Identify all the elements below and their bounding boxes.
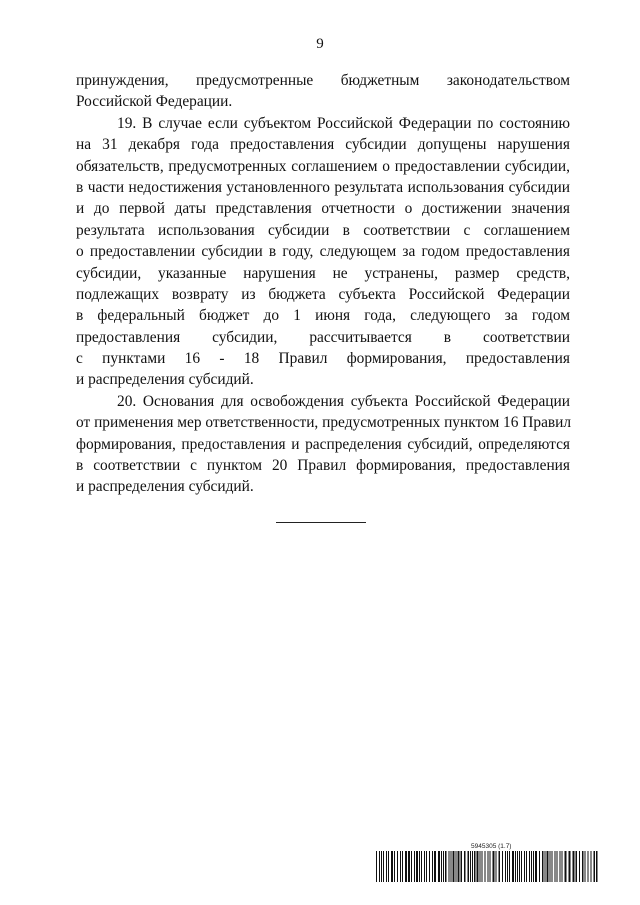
text-line: принуждения, предусмотренные бюджетным законодательством [76, 72, 570, 89]
text-line: и до первой даты представления отчетности о достижении значения [76, 200, 570, 218]
text-line: на 31 декабря года предоставления субсидии допущены нарушения [76, 136, 570, 154]
text-line: результата использования субсидии в соответствии с соглашением [76, 221, 570, 239]
barcode-caption: 5945305 (1.7) [471, 843, 512, 850]
end-separator-line [276, 522, 366, 523]
text-line: предоставления субсидии, рассчитывается в соответствии [76, 328, 570, 346]
text-line: 19. В случае если субъектом Российской Федерации по состоянию [117, 114, 570, 132]
text-line: 20. Основания для освобождения субъекта Российской Федерации [117, 392, 570, 410]
text-line: Российской Федерации. [76, 93, 233, 111]
text-line: обязательств, предусмотренных соглашением о предоставлении субсидии, [76, 157, 570, 175]
paragraph-continued [76, 70, 570, 113]
text-line: и распределения субсидий. [76, 478, 254, 496]
text-line: от применения мер ответственности, предусмотренных пунктом 16 Правил [76, 414, 572, 432]
paragraph-20 [76, 391, 570, 498]
text-line: и распределения субсидий. [76, 371, 254, 389]
text-line: в части недостижения установленного результата использования субсидии [76, 178, 570, 196]
barcode-block [376, 843, 598, 883]
text-line: субсидии, указанные нарушения не устранены, размер средств, [76, 264, 570, 282]
text-line: формирования, предоставления и распределения субсидий, определяются [76, 435, 570, 453]
page-number: 9 [316, 36, 324, 52]
document-body [76, 70, 570, 498]
paragraph-19 [76, 113, 570, 391]
text-line: в соответствии с пунктом 20 Правил формирования, предоставления [76, 457, 570, 475]
barcode-icon [376, 851, 598, 882]
text-line: с пунктами 16 - 18 Правил формирования, предоставления [76, 350, 570, 368]
text-line: о предоставлении субсидии в году, следующем за годом предоставления [76, 243, 570, 261]
text-line: в федеральный бюджет до 1 июня года, следующего за годом [76, 307, 570, 325]
text-line: подлежащих возврату из бюджета субъекта Российской Федерации [76, 285, 570, 303]
